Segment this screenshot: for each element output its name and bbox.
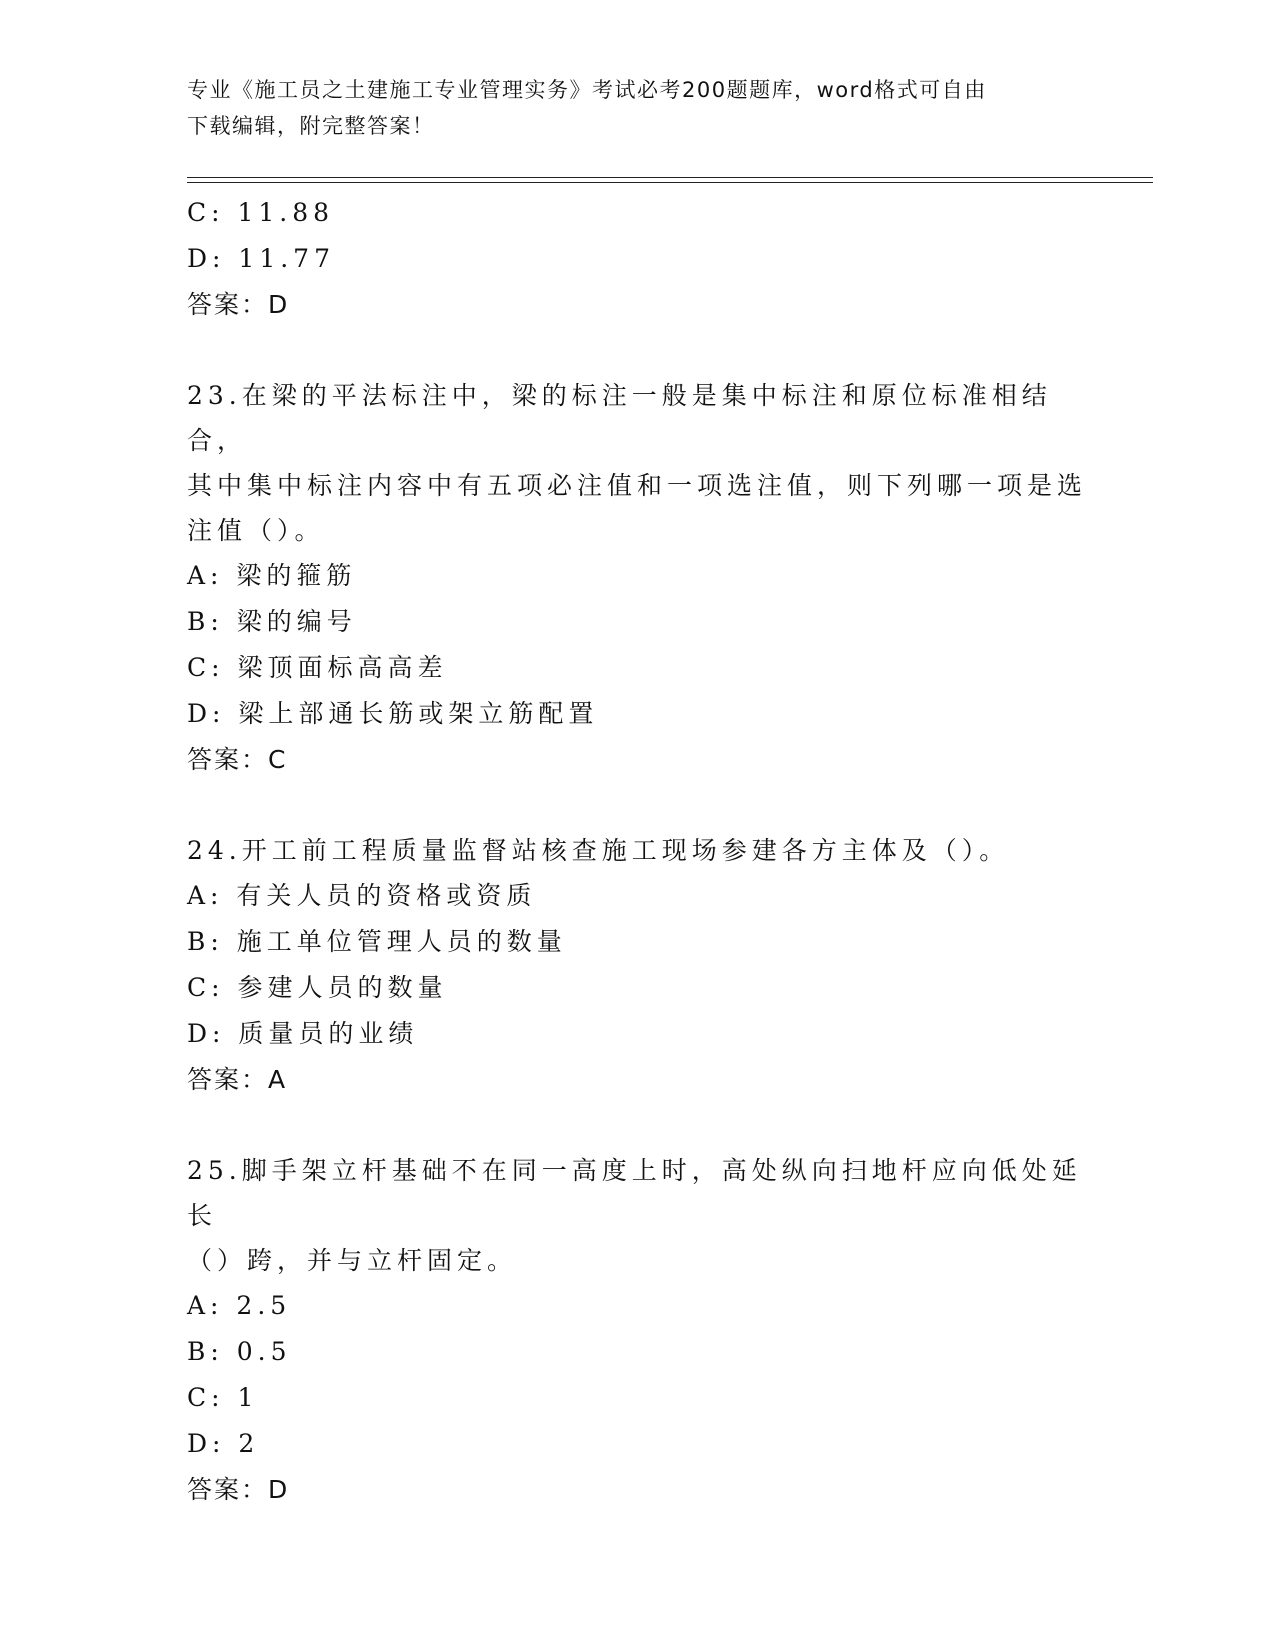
question-stem-line: 其中集中标注内容中有五项必注值和一项选注值，则下列哪一项是选	[187, 471, 1088, 500]
question-stem-line: 23.在梁的平法标注中，梁的标注一般是集中标注和原位标准相结合，	[187, 381, 1052, 455]
answer-label: 答案：A	[187, 1065, 288, 1094]
option-c: C: 11.88	[187, 198, 335, 227]
option-d: D: 11.77	[187, 244, 335, 273]
answer-label: 答案：D	[187, 1475, 290, 1504]
option-d: D: 2	[187, 1429, 260, 1458]
option-a: A: 有关人员的资格或资质	[187, 881, 537, 910]
question-22-fragment	[187, 190, 1087, 328]
option-a: A: 梁的箍筋	[187, 561, 357, 590]
option-b: B: 0.5	[187, 1337, 292, 1366]
option-c: C: 梁顶面标高高差	[187, 653, 448, 682]
question-stem-line: 25.脚手架立杆基础不在同一高度上时，高处纵向扫地杆应向低处延长	[187, 1156, 1082, 1230]
option-b: B: 梁的编号	[187, 607, 357, 636]
header-divider-top	[187, 177, 1153, 178]
question-stem-line: 注值（）。	[187, 516, 325, 545]
question-spacer	[187, 1103, 1087, 1148]
question-list	[187, 190, 1087, 1513]
option-a: A: 2.5	[187, 1291, 292, 1320]
question-25	[187, 1148, 1087, 1513]
answer-label: 答案：C	[187, 745, 288, 774]
document-header	[187, 72, 1087, 144]
question-spacer	[187, 328, 1087, 373]
question-23	[187, 373, 1087, 783]
header-line-1: 专业《施工员之土建施工专业管理实务》考试必考200题题库，word格式可自由	[187, 78, 987, 102]
question-24	[187, 828, 1087, 1103]
question-spacer	[187, 783, 1087, 828]
option-d: D: 质量员的业绩	[187, 1019, 419, 1048]
question-stem-line: （）跨，并与立杆固定。	[187, 1246, 518, 1275]
header-line-2: 下载编辑，附完整答案！	[187, 114, 435, 138]
question-stem-line: 24.开工前工程质量监督站核查施工现场参建各方主体及（）。	[187, 836, 1010, 865]
header-divider-bottom	[187, 182, 1153, 183]
option-b: B: 施工单位管理人员的数量	[187, 927, 567, 956]
option-d: D: 梁上部通长筋或架立筋配置	[187, 699, 599, 728]
option-c: C: 参建人员的数量	[187, 973, 448, 1002]
answer-label: 答案：D	[187, 290, 290, 319]
option-c: C: 1	[187, 1383, 259, 1412]
